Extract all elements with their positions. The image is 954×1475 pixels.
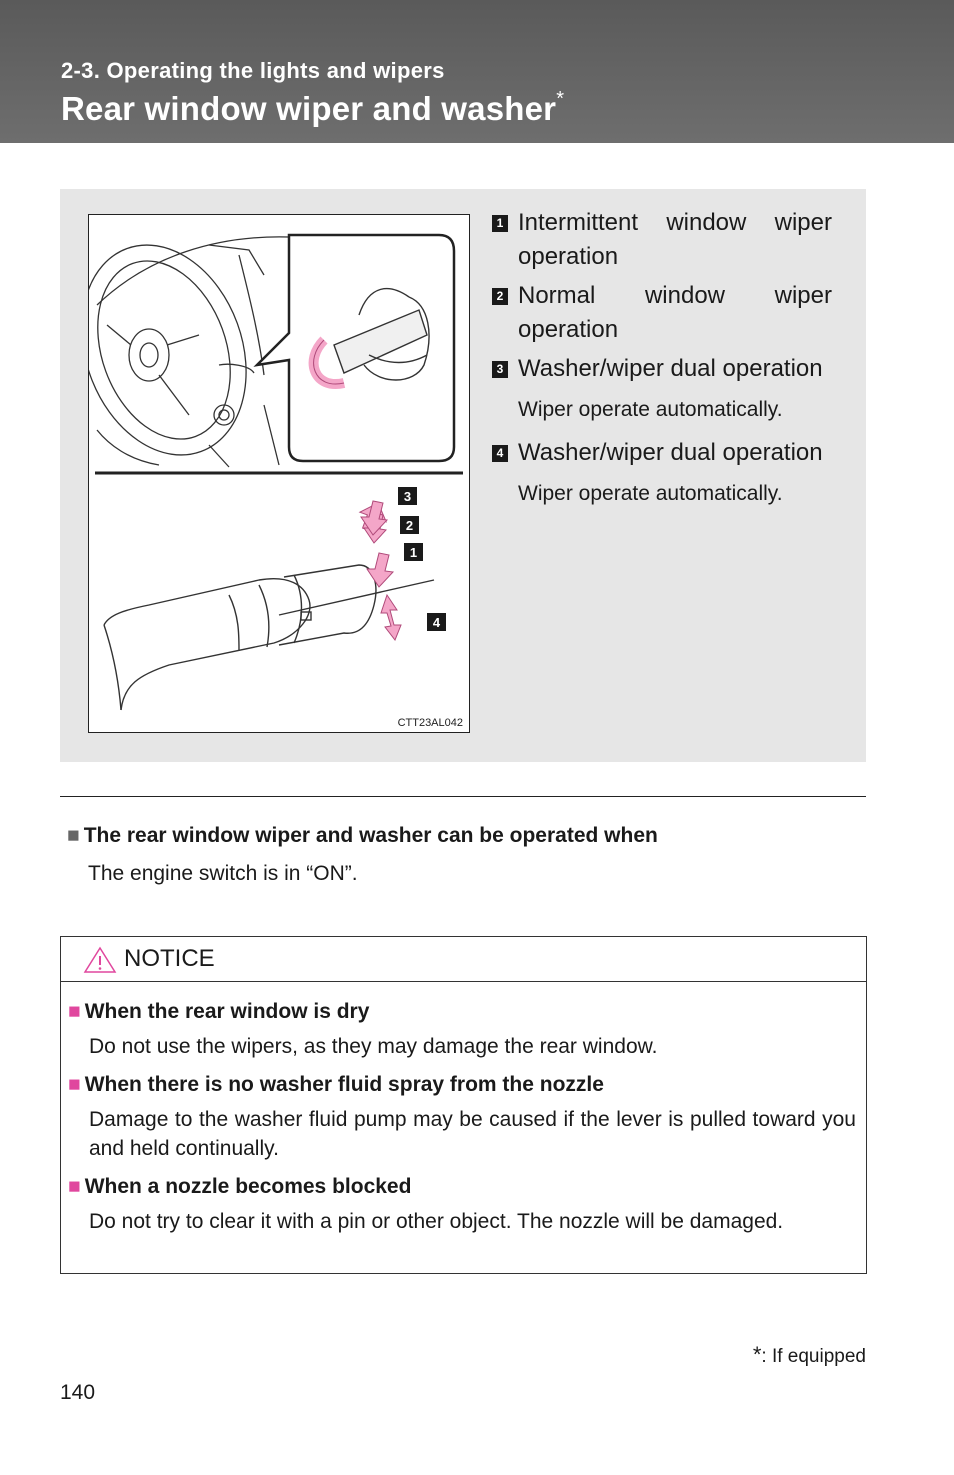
footnote-text: : If equipped — [761, 1346, 866, 1367]
section-label: 2-3. Operating the lights and wipers — [61, 58, 445, 83]
wiper-lever-illustration — [88, 214, 470, 733]
page-number: 140 — [60, 1381, 96, 1404]
square-bullet-icon: ■ — [67, 824, 80, 847]
operation-number-2: 2 — [492, 288, 508, 305]
callout-3: 3 — [403, 489, 412, 504]
notice-box — [60, 936, 867, 1274]
operation-label-2: Normal window wiper operation — [518, 282, 832, 343]
callout-4: 4 — [432, 615, 441, 630]
square-bullet-icon: ■ — [68, 1175, 81, 1198]
operation-item-3 — [492, 352, 832, 386]
operation-list — [492, 206, 832, 520]
condition-heading-text: The rear window wiper and washer can be operated when — [83, 824, 658, 847]
operation-number-3: 3 — [492, 361, 508, 378]
notice-heading-2 — [68, 1070, 856, 1100]
operation-label-4: Washer/wiper dual operation — [518, 439, 823, 466]
wiper-lever-drawing — [89, 215, 469, 732]
notice-text-2: Damage to the washer fluid pump may be caused if the lever is pulled toward you and held continually. — [89, 1108, 856, 1160]
operation-label-3: Washer/wiper dual operation — [518, 355, 823, 382]
operation-item-1 — [492, 206, 832, 274]
condition-heading — [67, 824, 658, 848]
illustration-panel — [60, 189, 866, 762]
operation-label-1: Intermittent window wiper operation — [518, 209, 832, 270]
condition-body: The engine switch is in “ON”. — [88, 862, 358, 885]
page-header — [0, 0, 954, 143]
operation-note-4: Wiper operate automatically. — [518, 482, 783, 505]
notice-text-1: Do not use the wipers, as they may damage the rear window. — [89, 1035, 658, 1058]
operation-note-3: Wiper operate automatically. — [518, 398, 783, 421]
notice-heading-text-2: When there is no washer fluid spray from the nozzle — [84, 1073, 604, 1096]
page-title — [61, 90, 564, 128]
notice-text-3: Do not try to clear it with a pin or other object. The nozzle will be damaged. — [89, 1210, 784, 1233]
notice-heading-3 — [68, 1172, 856, 1202]
notice-heading-text-3: When a nozzle becomes blocked — [84, 1175, 412, 1198]
notice-title: NOTICE — [124, 945, 215, 972]
callout-2: 2 — [405, 518, 414, 533]
callout-1: 1 — [409, 545, 418, 560]
page-title-text: Rear window wiper and washer — [61, 90, 557, 127]
square-bullet-icon: ■ — [68, 1073, 81, 1096]
footnote — [753, 1342, 866, 1368]
footnote-mark: * — [752, 1342, 762, 1367]
warning-triangle-icon — [83, 946, 117, 974]
operation-number-1: 1 — [492, 215, 508, 232]
figure-code: CTT23AL042 — [397, 717, 463, 729]
divider — [60, 796, 866, 797]
notice-heading-text-1: When the rear window is dry — [84, 1000, 370, 1023]
notice-body — [68, 997, 856, 1245]
square-bullet-icon: ■ — [68, 1000, 81, 1023]
notice-heading-1 — [68, 997, 856, 1027]
operation-number-4: 4 — [492, 445, 508, 462]
notice-header — [61, 937, 866, 982]
if-equipped-mark: * — [556, 88, 565, 110]
operation-item-2 — [492, 279, 832, 347]
operation-item-4 — [492, 436, 832, 470]
